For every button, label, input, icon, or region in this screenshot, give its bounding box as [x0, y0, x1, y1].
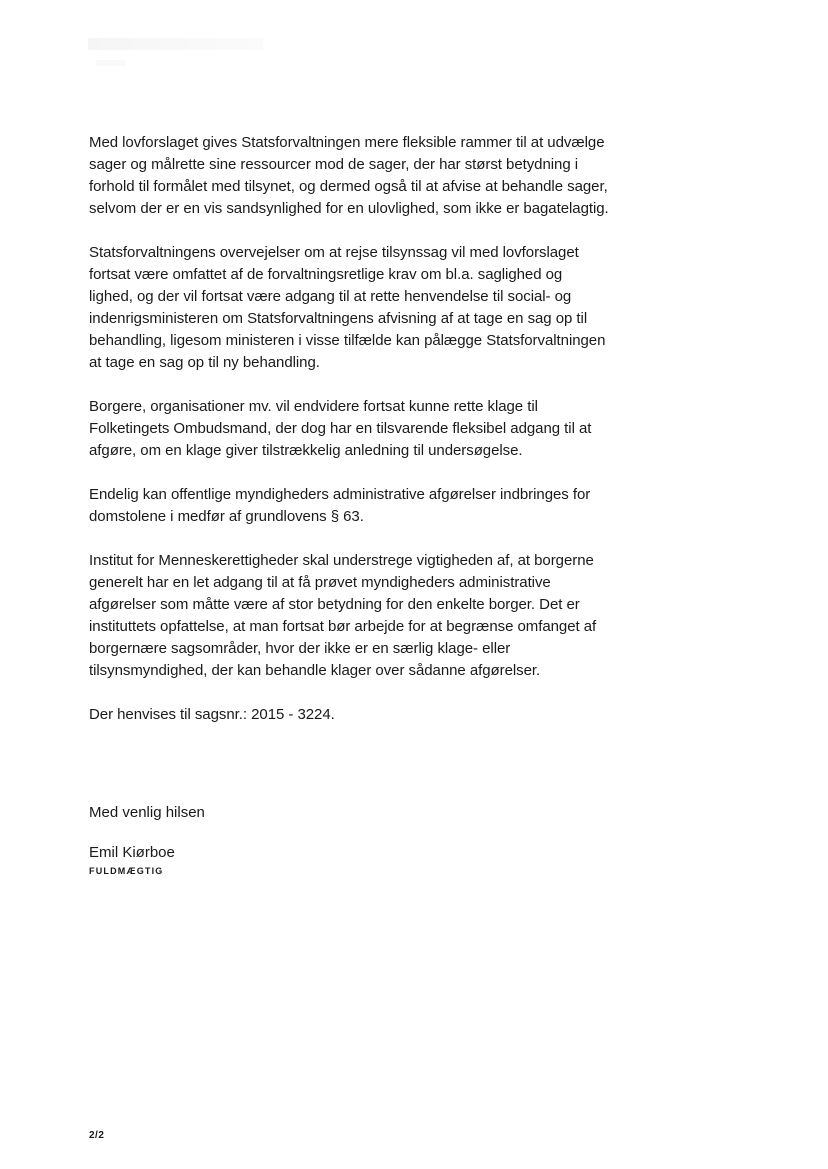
letter-body — [89, 132, 609, 748]
page-number: 2/2 — [89, 1130, 105, 1141]
closing-greeting: Med venlig hilsen — [89, 804, 205, 821]
paragraph-courts: Endelig kan offentlige myndigheders administrative afgørelser indbringes for domstolene i medfør af grundlovens § 63. — [89, 486, 591, 525]
faded-header-mark-small — [96, 60, 126, 66]
paragraph-flexible-frames: Med lovforslaget gives Statsforvaltningen mere fleksible rammer til at udvælge sager og målrette sine ressourcer mod de sager, der har størst betydning i forhold til formålet med tilsynet, og dermed også til at afvise at behandle sager, selvom der er en vis sandsynlighed for en ulovlighed, som ikke er bagatelagtig. — [89, 134, 609, 217]
signer-name: Emil Kiørboe — [89, 844, 175, 861]
letter-closing — [89, 802, 489, 876]
signer-title: FULDMÆGTIG — [89, 866, 164, 876]
paragraph-ombudsman-complaints: Borgere, organisationer mv. vil endvidere fortsat kunne rette klage til Folketingets Ombudsmand, der dog har en tilsvarende fleksibel adgang til at afgøre, om en klage giver tilstrækkelig anledning til undersøgelse. — [89, 398, 592, 459]
paragraph-supervision-considerations: Statsforvaltningens overvejelser om at rejse tilsynssag vil med lovforslaget fortsat være omfattet af de forvaltningsretlige krav om bl.a. saglighed og lighed, og der vil fortsat være adgang til at rette henvendelse til social- og indenrigsministeren om Statsforvaltningens afvisning af at tage en sag op til behandling, ligesom ministeren i visse tilfælde kan pålægge Statsforvaltningen at tage en sag op til ny behandling. — [89, 244, 606, 371]
faded-header-mark — [88, 38, 263, 50]
paragraph-institute-opinion: Institut for Menneskerettigheder skal understrege vigtigheden af, at borgerne generelt har en let adgang til at få prøvet myndigheders administrative afgørelser som måtte være af stor betydning for den enkelte borger. Det er instituttets opfattelse, at man fortsat bør arbejde for at begrænse omfanget af borgernære sagsområder, hvor der ikke er en særlig klage- eller tilsynsmyndighed, der kan behandle klager over sådanne afgørelser. — [89, 552, 597, 679]
paragraph-case-reference: Der henvises til sagsnr.: 2015 - 3224. — [89, 706, 335, 723]
